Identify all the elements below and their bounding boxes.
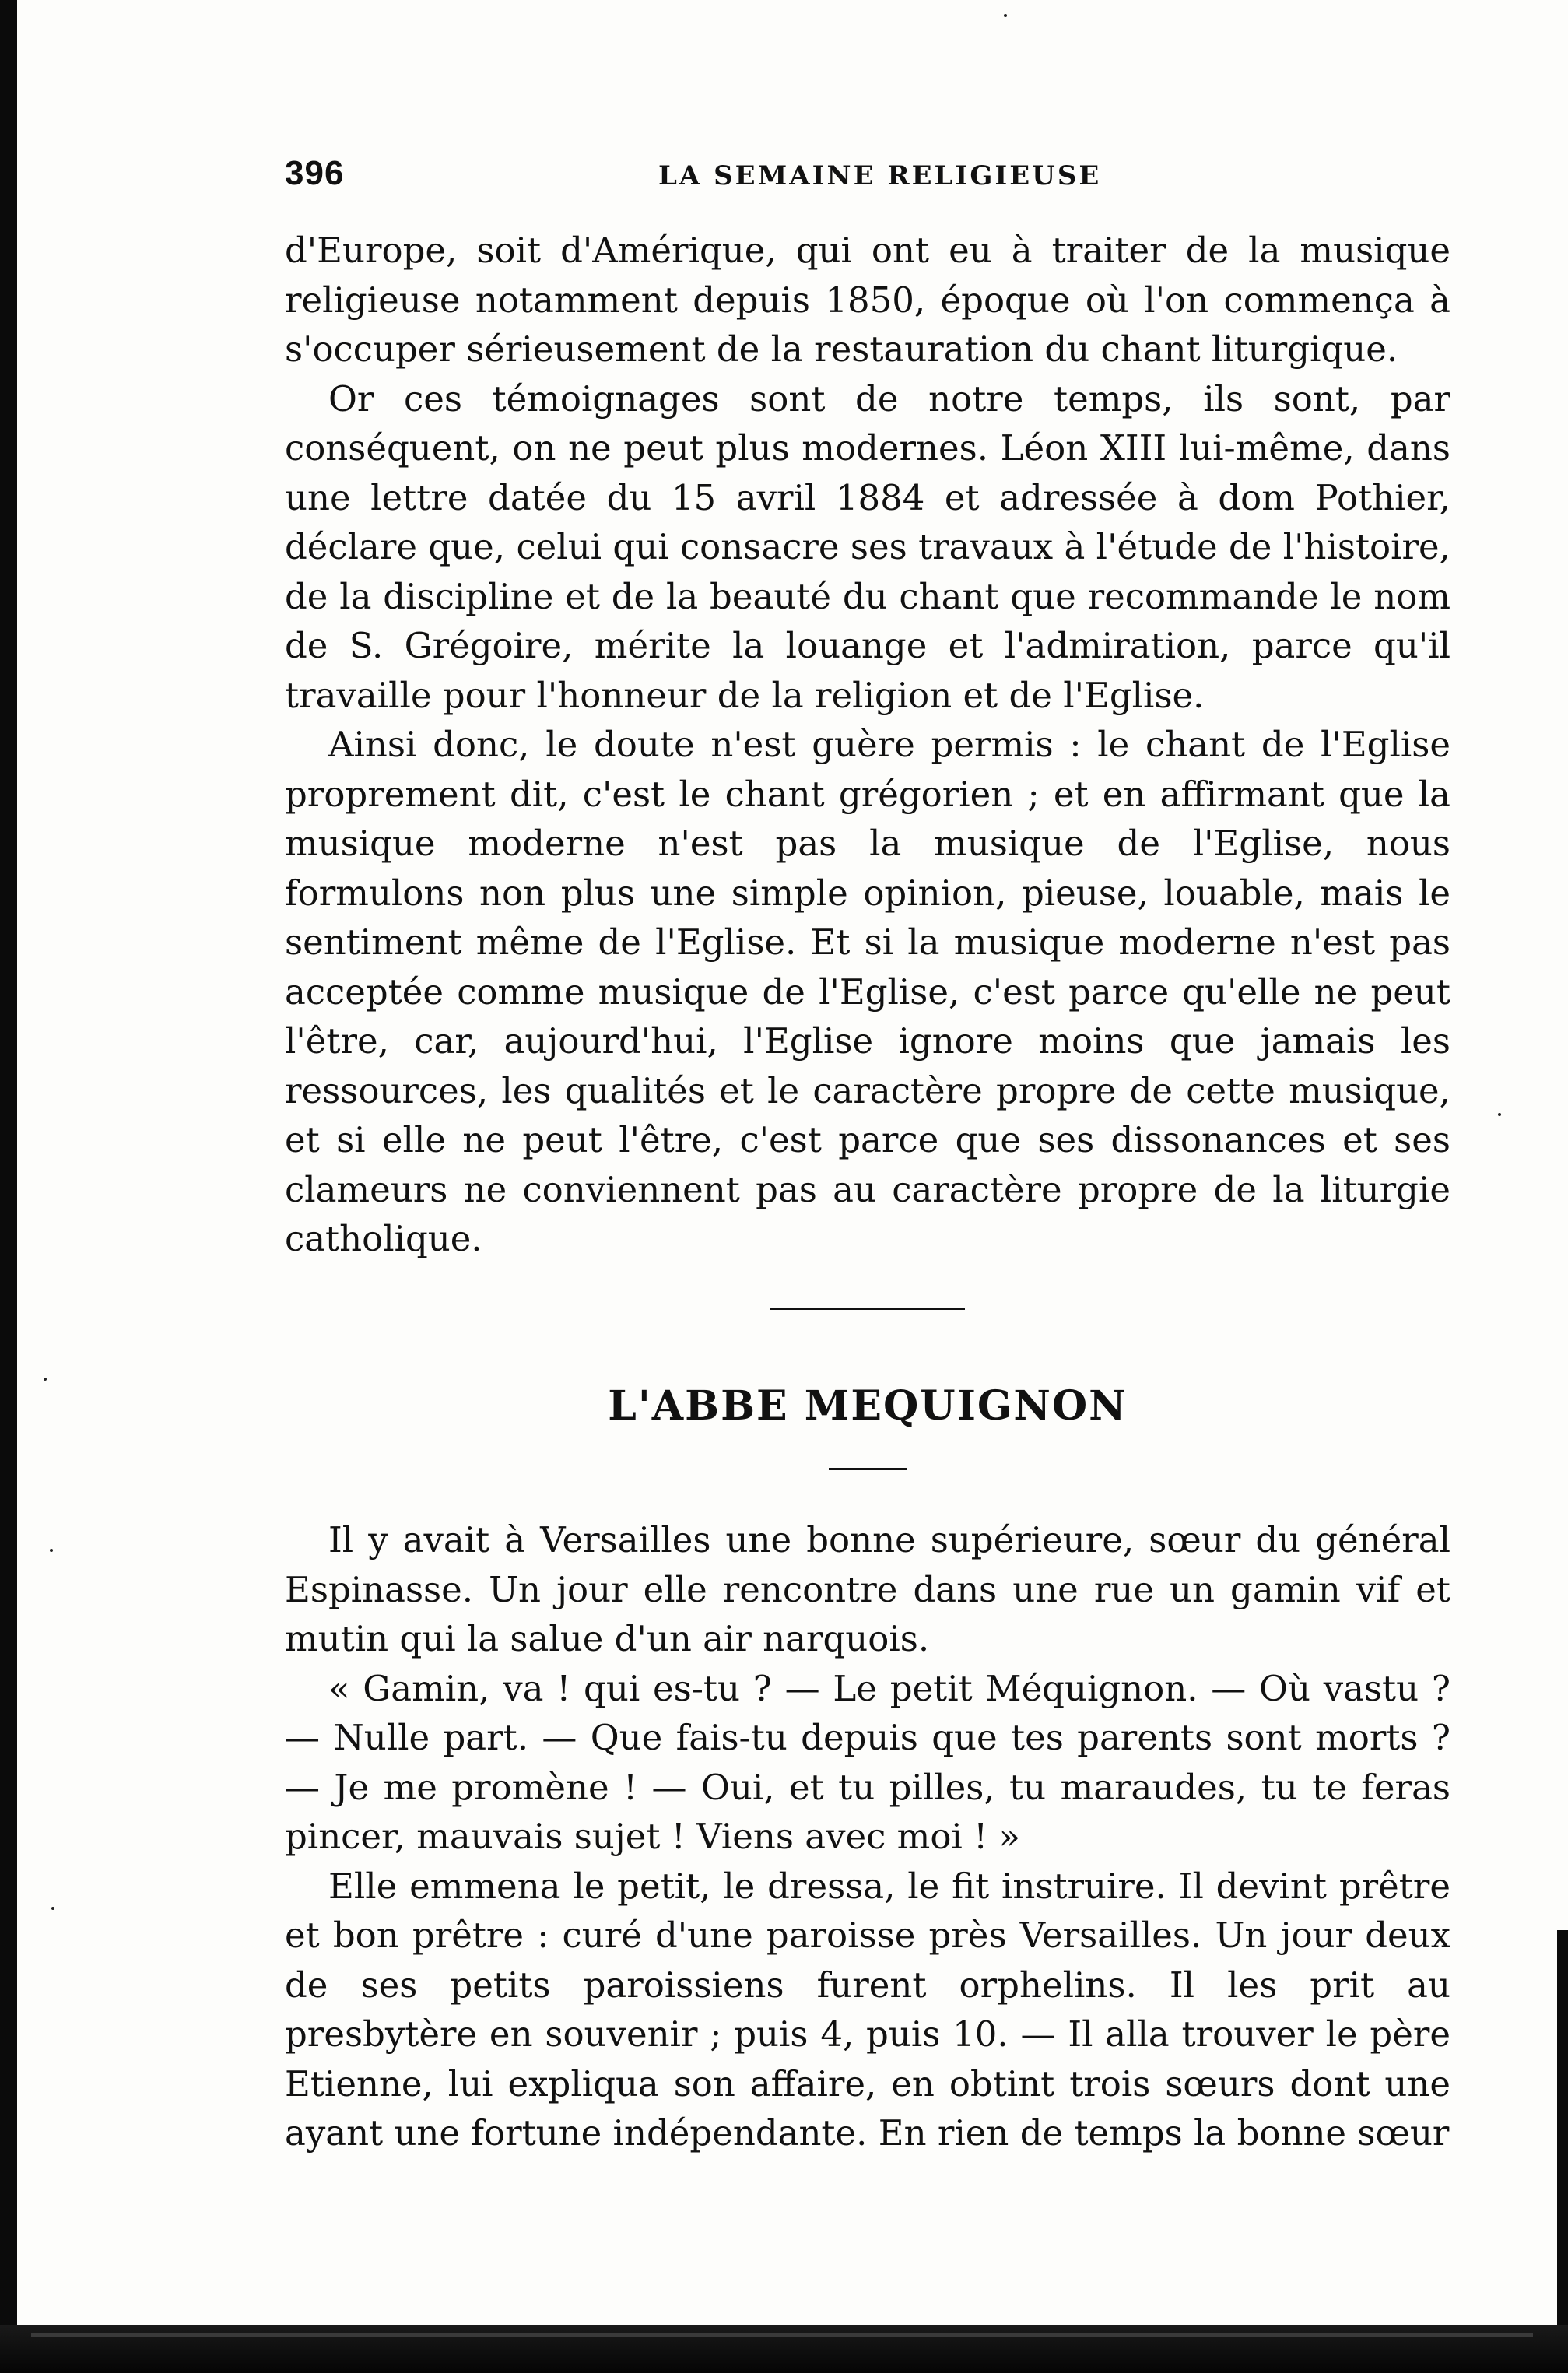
title-underline [829, 1468, 907, 1470]
scan-edge-left [0, 0, 17, 2373]
scan-speck [50, 1549, 53, 1552]
scan-edge-bottom [0, 2325, 1568, 2373]
scan-speck [44, 1378, 47, 1381]
section-divider [770, 1308, 965, 1310]
scan-speck [1498, 1113, 1501, 1116]
paragraph: d'Europe, soit d'Amérique, qui ont eu à traiter de la musique religieuse notamment depuis 1850, époque où l'on commença à s'occuper sérieusement de la restauration du chant liturgique. [285, 230, 1450, 370]
scan-edge-right [1557, 1930, 1568, 2373]
paragraph: Or ces témoignages sont de notre temps, ils sont, par conséquent, on ne peut plus modernes. Léon XIII lui-même, dans une lettre datée du 15 avril 1884 et adressée à dom Pothier, déclare que, celui qui consacre ses travaux à l'étude de l'histoire, de la discipline et de la beauté du chant que recommande le nom de S. Grégoire, mérite la louange et l'admiration, parce qu'il travaille pour l'honneur de la religion et de l'Eglise. [285, 377, 1450, 716]
running-header [285, 154, 1452, 201]
scan-speck [1004, 14, 1007, 17]
paragraph: Elle emmena le petit, le dressa, le fit instruire. Il devint prêtre et bon prêtre : curé d'une paroisse près Versailles. Un jour deux de ses petits paroissiens furent orphelins. Il les prit au presbytère en souvenir ; puis 4, puis 10. — Il alla trouver le père Etienne, lui expliqua son affaire, en obtint trois sœurs dont une ayant une fortune indépendante. En rien de temps la bonne sœur [285, 1865, 1450, 2154]
scan-speck [51, 1907, 54, 1910]
paragraph: « Gamin, va ! qui es-tu ? — Le petit Méquignon. — Où vastu ? — Nulle part. — Que fais-tu depuis que tes parents sont morts ? — Je me promène ! — Oui, et tu pilles, tu maraudes, tu te feras pincer, mauvais sujet ! Viens avec moi ! » [285, 1667, 1450, 1857]
section-title: L'ABBE MEQUIGNON [608, 1381, 1128, 1430]
paragraph: Il y avait à Versailles une bonne supérieure, sœur du général Espinasse. Un jour elle rencontre dans une rue un gamin vif et mutin qui la salue d'un air narquois. [285, 1519, 1450, 1659]
paragraph: Ainsi donc, le doute n'est guère permis : le chant de l'Eglise proprement dit, c'est le chant grégorien ; et en affirmant que la musique moderne n'est pas la musique de l'Eglise, nous formulons non plus une simple opinion, pieuse, louable, mais le sentiment même de l'Eglise. Et si la musique moderne n'est pas acceptée comme musique de l'Eglise, c'est parce qu'elle ne peut l'être, car, aujourd'hui, l'Eglise ignore moins que jamais les ressources, les qualités et le caractère propre de cette musique, et si elle ne peut l'être, c'est parce que ses dissonances et ses clameurs ne conviennent pas au caractère propre de la liturgie catholique. [285, 724, 1450, 1259]
running-title: LA SEMAINE RELIGIEUSE [658, 160, 1102, 191]
page-number: 396 [285, 154, 345, 192]
page-body [285, 226, 1450, 2158]
